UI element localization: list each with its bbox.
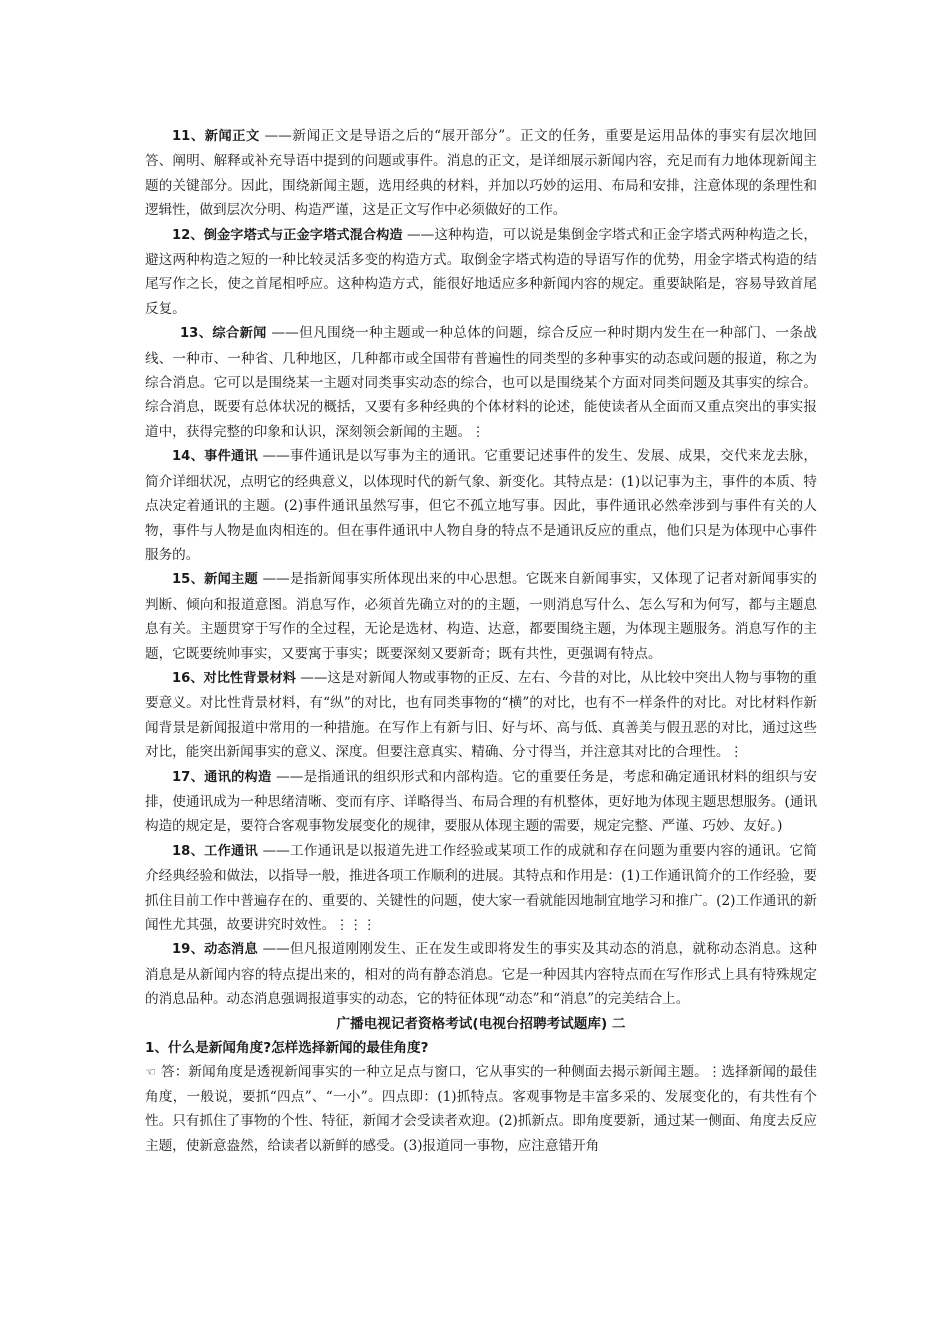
entry-14 — [145, 444, 817, 567]
answer-text: 答：新闻角度是透视新闻事实的一种立足点与窗口，它从事实的一种侧面去揭示新闻主题。⋮选择新闻的最佳角度，一般说，要抓“四点”、“一小”。四点即：(1)抓特点。客观事物是丰富多采的、发展变化的，有共性有个性。只有抓住了事物的个性、特征，新闻才会受读者欢迎。(2)抓新点。即角度要新，通过某一侧面、角度去反应主题，使新意盎然，给读者以新鲜的感受。(3)报道同一事物，应注意错开角 — [145, 1064, 817, 1154]
entry-term: 19、动态消息 — [172, 942, 258, 958]
entry-text: ——事件通讯是以写事为主的通讯。它重要记述事件的发生、发展、成果，交代来龙去脉，简介详细状况，点明它的经典意义，以体现时代的新气象、新变化。其特点是：(1)以记事为主，事件的本质、特点决定着通讯的主题。(2)事件通讯虽然写事，但它不孤立地写事。因此，事件通讯必然牵涉到与事件有关的人物，事件与人物是血肉相连的。但在事件通讯中人物自身的特点不是通讯反应的重点，他们只是为体现中心事件服务的。 — [145, 448, 817, 563]
entry-term: 18、工作通讯 — [172, 843, 258, 859]
entry-term: 13、综合新闻 — [180, 326, 267, 342]
section-heading: 广播电视记者资格考试(电视台招聘考试题库) 二 — [336, 1015, 626, 1032]
entry-term: 12、倒金字塔式与正金字塔式混合构造 — [172, 227, 403, 243]
question-title: 1、什么是新闻角度?怎样选择新闻的最佳角度? — [145, 1040, 429, 1057]
pointing-hand-icon: ☜ — [145, 1065, 156, 1080]
entry-text: ——是指通讯的组织形式和内部构造。它的重要任务是，考虑和确定通讯材料的组织与安排，使通讯成为一种思绪清晰、变而有序、详略得当、布局合理的有机整体，更好地为体现主题思想服务。(通讯构造的规定是，要符合客观事物发展变化的规律，要服从体现主题的需要，规定完整、严谨、巧妙、友好。) — [145, 768, 817, 835]
entry-text: ——是指新闻事实所体现出来的中心思想。它既来自新闻事实，又体现了记者对新闻事实的判断、倾向和报道意图。消息写作，必须首先确立对的的主题，一则消息写什么、怎么写和为何写，都与主题息息有关。主题贯穿于写作的全过程，无论是选材、构造、达意，都要围绕主题，为体现主题服务。消息写作的主题，它既要统帅事实，又要寓于事实；既要深刻又要新奇；既有共性，更强调有特点。 — [145, 571, 817, 662]
entry-term: 15、新闻主题 — [172, 572, 258, 588]
entry-13 — [145, 321, 817, 444]
entry-18 — [145, 839, 817, 938]
entry-text: ——这是对新闻人物或事物的正反、左右、今昔的对比，从比较中突出人物与事物的重要意义。对比性背景材料，有“纵”的对比，也有同类事物的“横”的对比，也有不一样条件的对比。对比材料作新闻背景是新闻报道中常用的一种措施。在写作上有新与旧、好与坏、高与低、真善美与假丑恶的对比，通过这些对比，能突出新闻事实的意义、深度。但要注意真实、精确、分寸得当，并注意其对比的合理性。⋮ — [145, 669, 817, 761]
answer-paragraph — [145, 1060, 817, 1158]
entry-12 — [145, 223, 817, 322]
entry-text: ——工作通讯是以报道先进工作经验或某项工作的成就和存在问题为重要内容的通讯。它简介经典经验和做法，以指导一般，推进各项工作顺利的进展。其特点和作用是：(1)工作通讯简介的工作经验，要抓住目前工作中普遍存在的、重要的、关键性的问题，使大家一看就能因地制宜地学习和推广。(2)工作通讯的新闻性尤其强，故要讲究时效性。⋮⋮⋮ — [145, 842, 817, 933]
entry-19 — [145, 937, 817, 1011]
entry-16 — [145, 666, 817, 765]
entry-15 — [145, 567, 817, 666]
entry-text: ——但凡围绕一种主题或一种总体的问题，综合反应一种时期内发生在一种部门、一条战线、一种市、一种省、几种地区，几种都市或全国带有普遍性的同类型的多种事实的动态或问题的报道，称之为综合消息。它可以是围绕某一主题对同类事实动态的综合，也可以是围绕某个方面对同类问题及其事实的综合。综合消息，既要有总体状况的概括，又要有多种经典的个体材料的论述，能使读者从全面而又重点突出的事实报道中，获得完整的印象和认识，深刻领会新闻的主题。⋮ — [145, 325, 817, 440]
entry-17 — [145, 765, 817, 839]
entry-term: 14、事件通讯 — [172, 449, 258, 465]
entry-text: ——新闻正文是导语之后的“展开部分”。正文的任务，重要是运用品体的事实有层次地回答、阐明、解释或补充导语中提到的问题或事件。消息的正文，是详细展示新闻内容，充足而有力地体现新闻主题的关键部分。因此，围绕新闻主题，选用经典的材料，并加以巧妙的运用、布局和安排，注意体现的条理性和逻辑性，做到层次分明、构造严谨，这是正文写作中必须做好的工作。 — [145, 128, 817, 219]
entry-term: 16、对比性背景材料 — [172, 670, 296, 686]
entry-11 — [145, 124, 817, 223]
entry-term: 11、新闻正文 — [172, 129, 260, 144]
entry-text: ——但凡报道刚刚发生、正在发生或即将发生的事实及其动态的消息，就称动态消息。这种消息是从新闻内容的特点提出来的，相对的尚有静态消息。它是一种因其内容特点而在写作形式上具有特殊规定的消息品种。动态消息强调报道事实的动态，它的特征体现“动态”和“消息”的完美结合上。 — [145, 941, 817, 1008]
document-body — [145, 124, 817, 1158]
entry-text: ——这种构造，可以说是集倒金字塔式和正金字塔式两种构造之长，避这两种构造之短的一种比较灵活多变的构造方式。取倒金字塔式构造的导语写作的优势，用金字塔式构造的结尾写作之长，使之首尾相呼应。这种构造方式，能很好地适应多种新闻内容的规定。重要缺陷是，容易导致首尾反复。 — [145, 226, 817, 317]
entry-term: 17、通讯的构造 — [172, 769, 272, 785]
